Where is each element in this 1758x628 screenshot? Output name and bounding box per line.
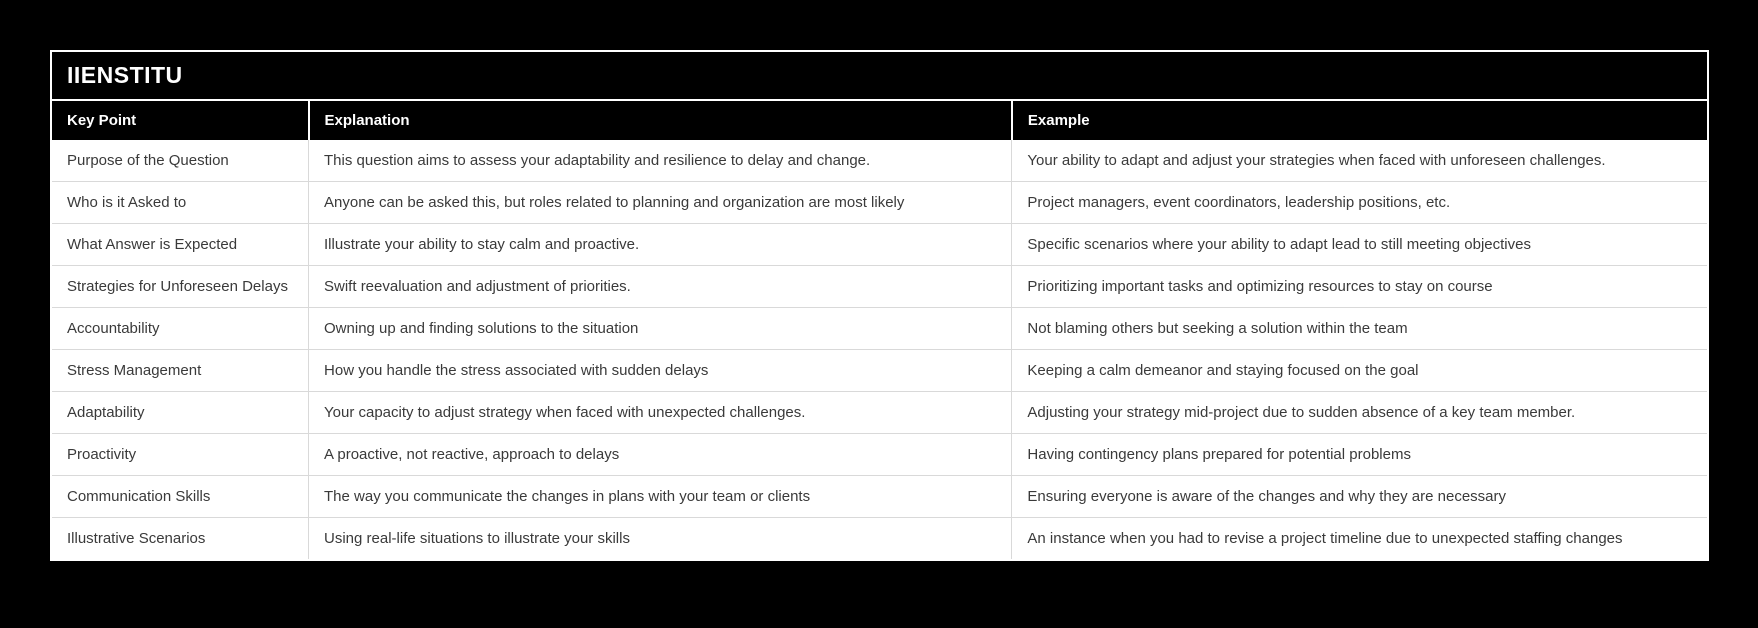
table-row — [52, 140, 1707, 182]
table-row — [52, 182, 1707, 224]
cell-key-point: Proactivity — [52, 434, 309, 476]
cell-key-point: Who is it Asked to — [52, 182, 309, 224]
table-row — [52, 224, 1707, 266]
cell-example: Having contingency plans prepared for potential problems — [1012, 434, 1707, 476]
cell-example: Adjusting your strategy mid-project due to sudden absence of a key team member. — [1012, 392, 1707, 434]
iienstitu-table-card — [50, 50, 1709, 561]
cell-example: Prioritizing important tasks and optimizing resources to stay on course — [1012, 266, 1707, 308]
cell-key-point: Accountability — [52, 308, 309, 350]
cell-explanation: Using real-life situations to illustrate your skills — [309, 518, 1012, 560]
table-row — [52, 434, 1707, 476]
column-header-key-point: Key Point — [52, 101, 309, 140]
cell-key-point: Stress Management — [52, 350, 309, 392]
cell-example: Project managers, event coordinators, leadership positions, etc. — [1012, 182, 1707, 224]
cell-explanation: Swift reevaluation and adjustment of priorities. — [309, 266, 1012, 308]
cell-example: Ensuring everyone is aware of the changes and why they are necessary — [1012, 476, 1707, 518]
cell-explanation: Your capacity to adjust strategy when faced with unexpected challenges. — [309, 392, 1012, 434]
cell-key-point: Communication Skills — [52, 476, 309, 518]
brand-header — [52, 52, 1707, 101]
cell-explanation: Anyone can be asked this, but roles related to planning and organization are most likely — [309, 182, 1012, 224]
table-row — [52, 266, 1707, 308]
table-row — [52, 350, 1707, 392]
column-header-example: Example — [1012, 101, 1707, 140]
cell-key-point: Adaptability — [52, 392, 309, 434]
cell-example: Not blaming others but seeking a solution within the team — [1012, 308, 1707, 350]
table-header-row — [52, 101, 1707, 140]
cell-explanation: A proactive, not reactive, approach to delays — [309, 434, 1012, 476]
cell-example: Your ability to adapt and adjust your strategies when faced with unforeseen challenges. — [1012, 140, 1707, 182]
cell-key-point: What Answer is Expected — [52, 224, 309, 266]
cell-example: Specific scenarios where your ability to adapt lead to still meeting objectives — [1012, 224, 1707, 266]
cell-key-point: Strategies for Unforeseen Delays — [52, 266, 309, 308]
table-row — [52, 392, 1707, 434]
column-header-explanation: Explanation — [309, 101, 1012, 140]
cell-explanation: The way you communicate the changes in plans with your team or clients — [309, 476, 1012, 518]
cell-key-point: Illustrative Scenarios — [52, 518, 309, 560]
cell-example: An instance when you had to revise a project timeline due to unexpected staffing changes — [1012, 518, 1707, 560]
brand-title: IIENSTITU — [67, 62, 183, 88]
cell-explanation: How you handle the stress associated with sudden delays — [309, 350, 1012, 392]
cell-explanation: Illustrate your ability to stay calm and proactive. — [309, 224, 1012, 266]
cell-explanation: Owning up and finding solutions to the situation — [309, 308, 1012, 350]
table-row — [52, 476, 1707, 518]
cell-key-point: Purpose of the Question — [52, 140, 309, 182]
cell-explanation: This question aims to assess your adaptability and resilience to delay and change. — [309, 140, 1012, 182]
cell-example: Keeping a calm demeanor and staying focused on the goal — [1012, 350, 1707, 392]
table-row — [52, 518, 1707, 560]
table-row — [52, 308, 1707, 350]
key-points-table — [52, 101, 1707, 559]
